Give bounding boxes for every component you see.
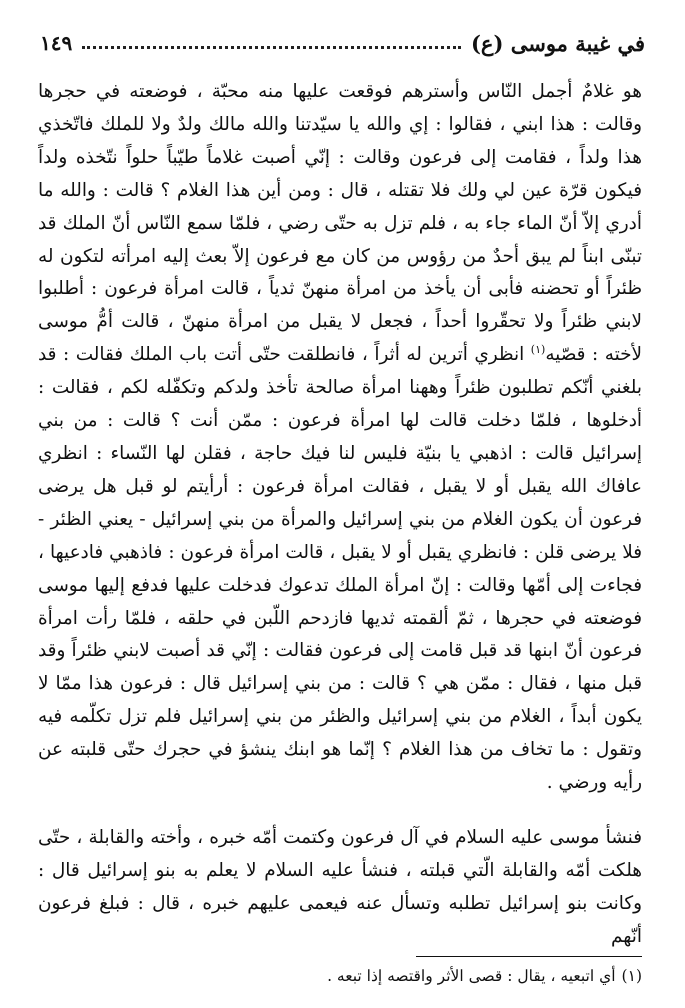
footnote <box>40 964 642 988</box>
dotted-leader <box>82 46 461 49</box>
running-header <box>40 28 645 58</box>
paragraph-1-text-a: هو غلامٌ أجمل النّاس وأسترهم فوقعت عليها منه محبّة ، فوضعته في حجرها وقالت : هذا ابني ، فقالوا : إي والله يا سيّدتنا والله مالك ولدٌ ولا للملك فاتّخذي هذا ولداً ، فقامت إلى فرعون وقالت : إنّي أصبت غلاماً طيّباً حلواً نتّخذه ولداً فيكون قرّة عين لي ولك فلا تقتله ، قال : ومن أين هذا الغلام ؟ قالت : والله ما أدري إلاّ أنّ الماء جاء به ، فلم تزل به حتّى رضي ، فلمّا سمع النّاس أنّ الملك قد تبنّى ابناً لم يبق أحدٌ من رؤوس من كان مع فرعون إلاّ بعث إليه امرأته لتكون له ظئراً أو تحضنه فأبى أن يأخذ من امرأة منهنّ ثدياً ، قالت امرأة فرعون : أطلبوا لابني ظئراً ولا تحقّروا أحداً ، فجعل لا يقبل من امرأة منهنّ ، قالت أمُّ موسى لأخته : قصّيه <box>38 81 643 366</box>
footnote-separator <box>416 956 642 957</box>
chapter-title: في غيبة موسى (ع) <box>471 30 645 56</box>
paragraph-1 <box>38 76 642 800</box>
main-text <box>38 76 642 954</box>
footnote-reference[interactable]: (١) <box>530 343 546 357</box>
footnote-text: أي اتبعيه ، يقال : قصى الأثر واقتصه إذا تبعه . <box>327 967 616 985</box>
paragraph-1-text-b: انظري أترين له أثراً ، فانطلقت حتّى أتت باب الملك فقالت : قد بلغني أنّكم تطلبون ظئراً وههنا امرأة صالحة تأخذ ولدكم وتكفّله لكم ، فقالت : أدخلوها ، فلمّا دخلت قالت لها امرأة فرعون : ممّن أنت ؟ قالت : من بني إسرائيل قالت : اذهبي يا بنيّة فليس لنا فيك حاجة ، فقلن لها النّساء : انظري عافاك الله يقبل أو لا يقبل ، فقالت امرأة فرعون : أرأيتم لو قبل هل يرضى فرعون أن يكون الغلام من بني إسرائيل والمرأة من بني إسرائيل - يعني الظئر - فلا يرضى قلن : فانظري يقبل أو لا يقبل ، قالت امرأة فرعون : فاذهبي فادعيها ، فجاءت إلى أمّها وقالت : إنّ امرأة الملك تدعوك فدخلت عليها فدفع إليها موسى فوضعته في حجرها ، ثمّ ألقمته ثديها فازدحم اللّبن في حلقه ، فلمّا رأت امرأة فرعون أنّ ابنها قد قبل قامت إلى فرعون فقالت : إنّي قد أصبت لابني ظئراً وقد قبل منها ، فقال : ممّن هي ؟ قالت : من بني إسرائيل قال : فرعون هذا ممّا لا يكون أبداً ، الغلام من بني إسرائيل والظئر من بني إسرائيل فلم تزل تكلّمه فيه وتقول : ما تخاف من هذا الغلام ؟ إنّما هو ابنك ينشؤ في حجرك حتّى قلبته عن رأيه ورضي . <box>38 344 642 794</box>
footnote-marker: (١) <box>621 967 642 985</box>
paragraph-2: فنشأ موسى عليه السلام في آل فرعون وكتمت أمّه خبره ، وأخته والقابلة ، حتّى هلكت أمّه والقابلة الّتي قبلته ، فنشأ عليه السلام لا يعلم به بنو إسرائيل قال : وكانت بنو إسرائيل تطلبه وتسأل عنه فيعمى عليهم خبره ، قال : فبلغ فرعون أنّهم <box>38 826 642 947</box>
page-number: ١٤٩ <box>40 31 73 55</box>
